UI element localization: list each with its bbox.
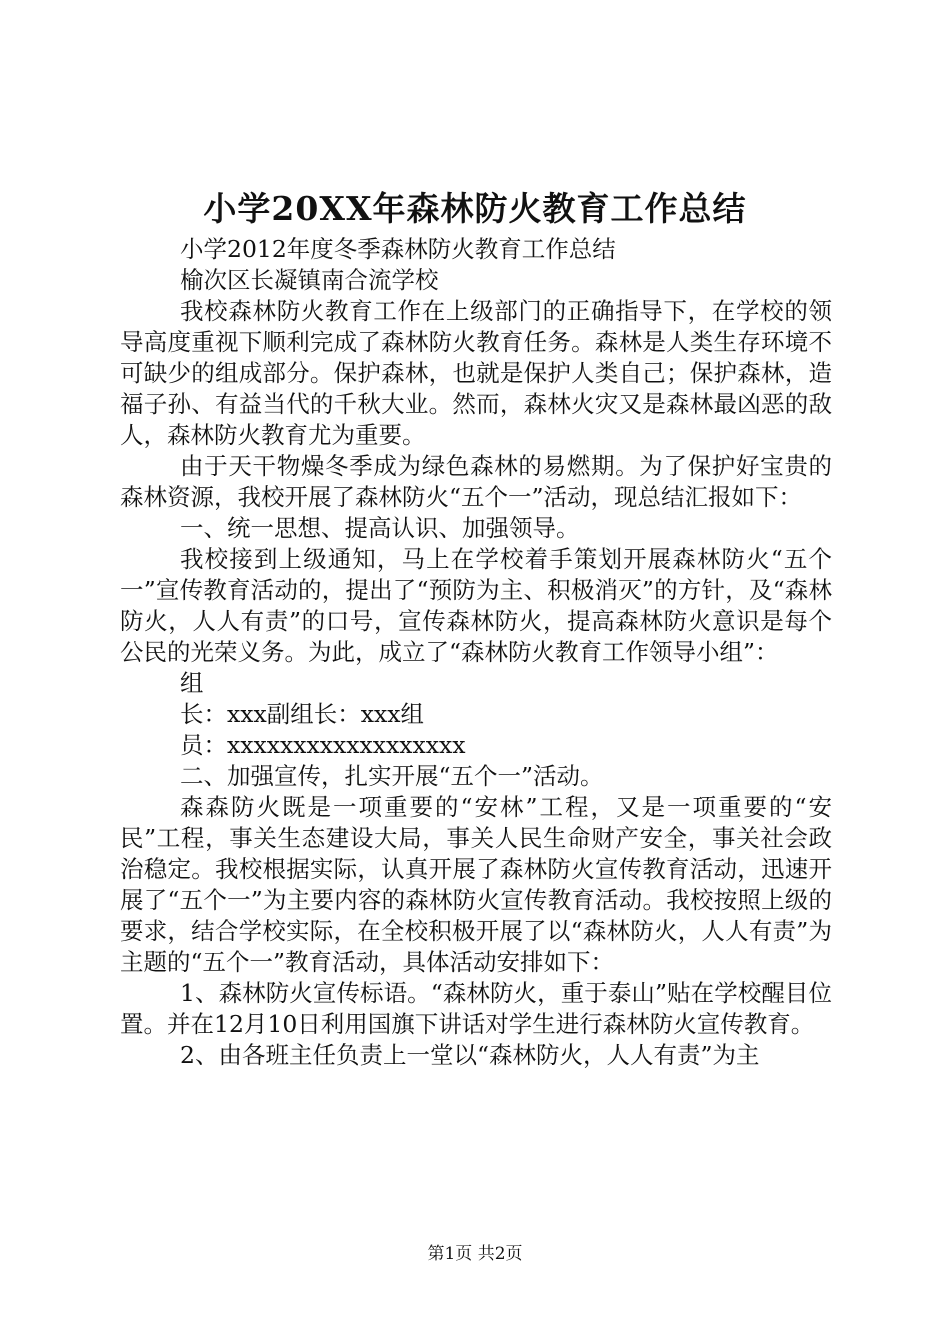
paragraph: 组	[180, 669, 204, 697]
section-heading: 二、加强宣传，扎实开展“五个一”活动。	[180, 762, 604, 790]
list-item: 1、森林防火宣传标语。“森林防火，重于泰山”贴在学校醒目位置。并在12月10日利用国旗下讲话对学生进行森林防火宣传教育。	[120, 979, 832, 1038]
school-name: 榆次区长凝镇南合流学校	[180, 266, 439, 294]
list-item: 2、由各班主任负责上一堂以“森林防火，人人有责”为主	[180, 1041, 760, 1069]
document-body	[120, 234, 832, 1071]
paragraph: 长：xxx副组长：xxx组	[180, 700, 425, 728]
paragraph: 由于天干物燥冬季成为绿色森林的易燃期。为了保护好宝贵的森林资源，我校开展了森林防火“五个一”活动，现总结汇报如下：	[120, 452, 832, 511]
paragraph: 我校森林防火教育工作在上级部门的正确指导下，在学校的领导高度重视下顺利完成了森林防火教育任务。森林是人类生存环境不可缺少的组成部分。保护森林，也就是保护人类自己；保护森林，造福子孙、有益当代的千秋大业。然而，森林火灾又是森林最凶恶的敌人，森林防火教育尤为重要。	[120, 297, 832, 449]
paragraph: 员：xxxxxxxxxxxxxxxxxx	[180, 731, 466, 759]
page-indicator: 第1页 共2页	[427, 1244, 523, 1264]
section-heading: 一、统一思想、提高认识、加强领导。	[180, 514, 580, 542]
document-title: 小学20XX年森林防火教育工作总结	[203, 189, 747, 228]
paragraph: 我校接到上级通知，马上在学校着手策划开展森林防火“五个一”宣传教育活动的，提出了“预防为主、积极消灭”的方针，及“森林防火，人人有责”的口号，宣传森林防火，提高森林防火意识是每个公民的光荣义务。为此，成立了“森林防火教育工作领导小组”：	[120, 545, 832, 666]
subtitle: 小学2012年度冬季森林防火教育工作总结	[180, 235, 616, 263]
paragraph: 森森防火既是一项重要的“安林”工程，又是一项重要的“安民”工程，事关生态建设大局，事关人民生命财产安全，事关社会政治稳定。我校根据实际，认真开展了森林防火宣传教育活动，迅速开展了“五个一”为主要内容的森林防火宣传教育活动。我校按照上级的要求，结合学校实际，在全校积极开展了以“森林防火，人人有责”为主题的“五个一”教育活动，具体活动安排如下：	[120, 793, 832, 976]
